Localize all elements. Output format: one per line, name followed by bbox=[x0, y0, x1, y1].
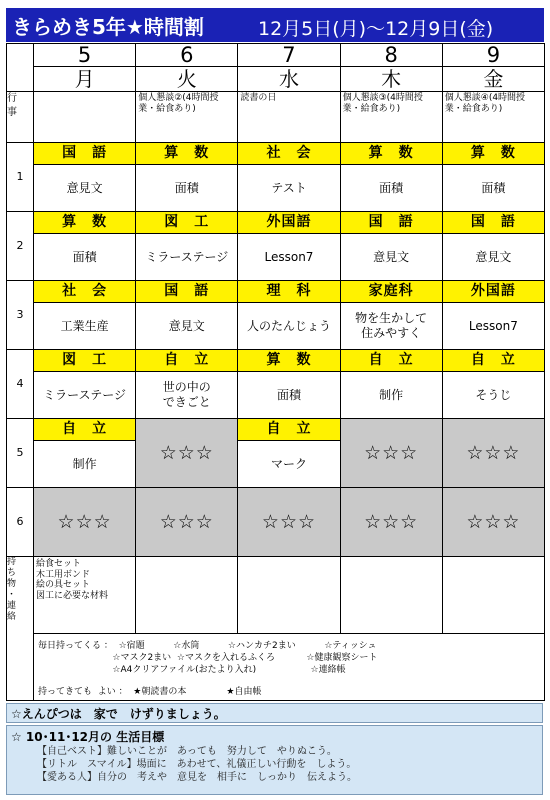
lesson-cell bbox=[238, 143, 340, 212]
life-goal-3: 【愛ある人】自分の 考えや 意見を 相手に しっかり 伝えよう。 bbox=[37, 772, 357, 783]
timetable-header bbox=[6, 8, 544, 42]
lesson-content: 面積 bbox=[72, 249, 97, 264]
event-cell bbox=[34, 92, 136, 143]
subject-name: 理 科 bbox=[238, 281, 339, 303]
day-name-row bbox=[7, 67, 545, 92]
period-row bbox=[7, 281, 545, 350]
lesson-cell bbox=[136, 143, 238, 212]
event-label-cell bbox=[7, 92, 34, 143]
subject-name: 国 語 bbox=[34, 143, 135, 165]
period-number: 5 bbox=[16, 446, 24, 459]
free-period-cell bbox=[442, 488, 544, 557]
event-text: 読書の日 bbox=[240, 93, 277, 103]
day-number-cell bbox=[238, 44, 340, 67]
period-row bbox=[7, 350, 545, 419]
free-period-cell bbox=[340, 419, 442, 488]
lesson-cell bbox=[340, 281, 442, 350]
lesson-content: 世の中の できごと bbox=[162, 380, 211, 409]
subject-name: 社 会 bbox=[34, 281, 135, 303]
lesson-content: 物を生かして 住みやすく bbox=[355, 311, 428, 340]
belongings-label-cell bbox=[7, 557, 34, 701]
day-number: 6 bbox=[180, 43, 194, 67]
free-period-cell bbox=[136, 488, 238, 557]
belongings-text bbox=[136, 557, 237, 561]
free-period-cell bbox=[442, 419, 544, 488]
subject-name: 自 立 bbox=[341, 350, 442, 372]
period-row bbox=[7, 419, 545, 488]
period-number-cell bbox=[7, 212, 34, 281]
belongings-cell bbox=[238, 557, 340, 634]
lesson-cell bbox=[136, 350, 238, 419]
day-name: 水 bbox=[278, 67, 299, 91]
day-number-cell bbox=[340, 44, 442, 67]
free-period-cell bbox=[238, 488, 340, 557]
event-row bbox=[7, 92, 545, 143]
day-name-cell bbox=[238, 67, 340, 92]
belongings-text bbox=[341, 557, 442, 561]
subject-name: 国 語 bbox=[341, 212, 442, 234]
lesson-content: テスト bbox=[271, 180, 307, 195]
lesson-cell bbox=[340, 350, 442, 419]
free-period-cell bbox=[136, 419, 238, 488]
day-number-cell bbox=[442, 44, 544, 67]
lesson-cell bbox=[238, 212, 340, 281]
star-marks: ☆☆☆ bbox=[364, 442, 419, 464]
belongings-label: 持 ち 物 ・ 連 絡 bbox=[7, 557, 17, 622]
event-text: 個人懇談③(4時間授業・給食あり) bbox=[342, 93, 423, 114]
event-cell bbox=[442, 92, 544, 143]
star-marks: ☆☆☆ bbox=[159, 511, 214, 533]
timetable-grid bbox=[6, 43, 545, 701]
lesson-cell bbox=[34, 350, 136, 419]
subject-name: 外国語 bbox=[443, 281, 544, 303]
event-cell bbox=[136, 92, 238, 143]
pencil-note: ☆えんぴつは 家で けずりましょう。 bbox=[6, 703, 543, 723]
belongings-text: 給食セット 木工用ボンド 絵の具セット 図工に必要な材料 bbox=[36, 559, 109, 601]
event-text bbox=[34, 92, 135, 94]
star-marks: ☆☆☆ bbox=[261, 511, 317, 533]
lesson-cell bbox=[442, 143, 544, 212]
lesson-content: 意見文 bbox=[66, 180, 103, 195]
period-number: 2 bbox=[16, 239, 24, 252]
lesson-cell bbox=[34, 281, 136, 350]
lesson-content: そうじ bbox=[475, 387, 512, 402]
day-name-cell bbox=[442, 67, 544, 92]
day-name: 金 bbox=[483, 67, 504, 91]
subject-name: 図 工 bbox=[34, 350, 135, 372]
lesson-cell bbox=[238, 281, 340, 350]
belongings-cell bbox=[34, 557, 136, 634]
lesson-cell bbox=[238, 419, 340, 488]
subject-name: 算 数 bbox=[34, 212, 135, 234]
subject-name: 算 数 bbox=[443, 143, 544, 165]
belongings-row bbox=[7, 557, 545, 634]
belongings-cell bbox=[136, 557, 238, 634]
date-range: 12月5日(月)～12月9日(金) bbox=[258, 18, 494, 40]
lesson-content: ミラーステージ bbox=[145, 249, 229, 264]
period-number: 3 bbox=[16, 308, 24, 321]
period-row bbox=[7, 488, 545, 557]
lesson-content: 制作 bbox=[72, 456, 97, 471]
event-cell bbox=[238, 92, 340, 143]
day-number: 8 bbox=[384, 43, 398, 67]
daily-items-cell bbox=[34, 634, 545, 701]
belongings-text bbox=[238, 557, 339, 561]
day-number: 7 bbox=[282, 43, 296, 67]
lesson-content: 意見文 bbox=[475, 249, 512, 264]
day-number-row bbox=[7, 44, 545, 67]
day-number-cell bbox=[136, 44, 238, 67]
day-name: 木 bbox=[381, 67, 402, 91]
subject-name: 国 語 bbox=[443, 212, 544, 234]
star-marks: ☆☆☆ bbox=[57, 511, 112, 533]
star-marks: ☆☆☆ bbox=[364, 511, 419, 533]
lesson-content: ミラーステージ bbox=[43, 387, 127, 402]
daily-items-row bbox=[7, 634, 545, 701]
subject-name: 自 立 bbox=[443, 350, 544, 372]
day-name: 火 bbox=[176, 67, 197, 91]
day-number: 9 bbox=[486, 43, 501, 67]
subject-name: 家庭科 bbox=[341, 281, 442, 303]
period-number-cell bbox=[7, 419, 34, 488]
lesson-cell bbox=[238, 350, 340, 419]
lesson-cell bbox=[340, 212, 442, 281]
lesson-cell bbox=[340, 143, 442, 212]
subject-name: 国 語 bbox=[136, 281, 237, 303]
period-number-cell bbox=[7, 143, 34, 212]
free-period-cell bbox=[340, 488, 442, 557]
period-number-cell bbox=[7, 350, 34, 419]
lesson-cell bbox=[442, 350, 544, 419]
life-goal-1: 【自己ベスト】難しいことが あっても 努力して やりぬこう。 bbox=[37, 746, 337, 757]
period-row bbox=[7, 143, 545, 212]
daily-items-line1: 毎日持ってくる ： ☆宿題 ☆水筒 ☆ハンカチ2まい ☆ティッシュ bbox=[38, 641, 377, 651]
lesson-content: 面積 bbox=[276, 387, 301, 402]
subject-name: 算 数 bbox=[136, 143, 237, 165]
life-goals-box bbox=[6, 725, 543, 795]
page-title: きらめき5年★時間割 bbox=[12, 14, 204, 39]
lesson-content: 意見文 bbox=[373, 249, 410, 264]
period-number: 1 bbox=[16, 170, 24, 183]
lesson-content: 工業生産 bbox=[60, 318, 109, 333]
daily-items-list bbox=[34, 634, 544, 700]
lesson-content: 意見文 bbox=[168, 318, 205, 333]
period-number: 4 bbox=[16, 377, 24, 390]
star-marks: ☆☆☆ bbox=[466, 511, 521, 533]
lesson-cell bbox=[442, 281, 544, 350]
life-goals-title: ☆ 10･11･12月の 生活目標 bbox=[11, 730, 165, 744]
belongings-text bbox=[443, 557, 544, 561]
subject-name: 社 会 bbox=[238, 143, 339, 165]
period-row bbox=[7, 212, 545, 281]
period-number-cell bbox=[7, 281, 34, 350]
lesson-content: マーク bbox=[270, 456, 307, 471]
daily-items-line3: ☆A4クリアファイル(おたより入れ) ☆連絡帳 bbox=[38, 665, 346, 675]
event-text: 個人懇談②(4時間授業・給食あり) bbox=[138, 93, 219, 114]
subject-name: 算 数 bbox=[238, 350, 339, 372]
free-period-cell bbox=[34, 488, 136, 557]
subject-name: 図 工 bbox=[136, 212, 237, 234]
lesson-content: 面積 bbox=[174, 180, 199, 195]
lesson-cell bbox=[34, 212, 136, 281]
lesson-content: 人のたんじょう bbox=[246, 318, 331, 333]
day-number: 5 bbox=[77, 43, 92, 67]
lesson-content: 制作 bbox=[379, 387, 404, 402]
subject-name: 自 立 bbox=[238, 419, 339, 441]
optional-items-line: 持ってきても よい ： ★朝読書の本 ★自由帳 bbox=[38, 687, 262, 697]
day-name-cell bbox=[34, 67, 136, 92]
subject-name: 算 数 bbox=[341, 143, 442, 165]
day-name-cell bbox=[136, 67, 238, 92]
belongings-cell bbox=[442, 557, 544, 634]
period-number: 6 bbox=[16, 515, 24, 528]
lesson-cell bbox=[136, 281, 238, 350]
lesson-cell bbox=[136, 212, 238, 281]
event-label: 行 事 bbox=[7, 93, 17, 118]
subject-name: 外国語 bbox=[238, 212, 339, 234]
lesson-cell bbox=[442, 212, 544, 281]
lesson-content: Lesson7 bbox=[264, 249, 314, 264]
lesson-content: 面積 bbox=[481, 180, 506, 195]
lesson-content: Lesson7 bbox=[468, 318, 518, 333]
event-text: 個人懇談④(4時間授業・給食あり) bbox=[444, 93, 526, 114]
star-marks: ☆☆☆ bbox=[159, 442, 214, 464]
day-number-cell bbox=[34, 44, 136, 67]
event-cell bbox=[340, 92, 442, 143]
star-marks: ☆☆☆ bbox=[466, 442, 521, 464]
lesson-cell bbox=[34, 143, 136, 212]
subject-name: 自 立 bbox=[136, 350, 237, 372]
day-name-cell bbox=[340, 67, 442, 92]
subject-name: 自 立 bbox=[34, 419, 135, 441]
life-goal-2: 【リトル スマイル】場面に あわせて、礼儀正しい行動を しよう。 bbox=[37, 759, 357, 770]
day-name: 月 bbox=[74, 67, 95, 91]
daily-items-line2: ☆マスク2まい ☆マスクを入れるふくろ ☆健康観察シート bbox=[38, 653, 378, 663]
corner-cell bbox=[7, 44, 34, 92]
belongings-cell bbox=[340, 557, 442, 634]
lesson-content: 面積 bbox=[379, 180, 404, 195]
period-number-cell bbox=[7, 488, 34, 557]
lesson-cell bbox=[34, 419, 136, 488]
